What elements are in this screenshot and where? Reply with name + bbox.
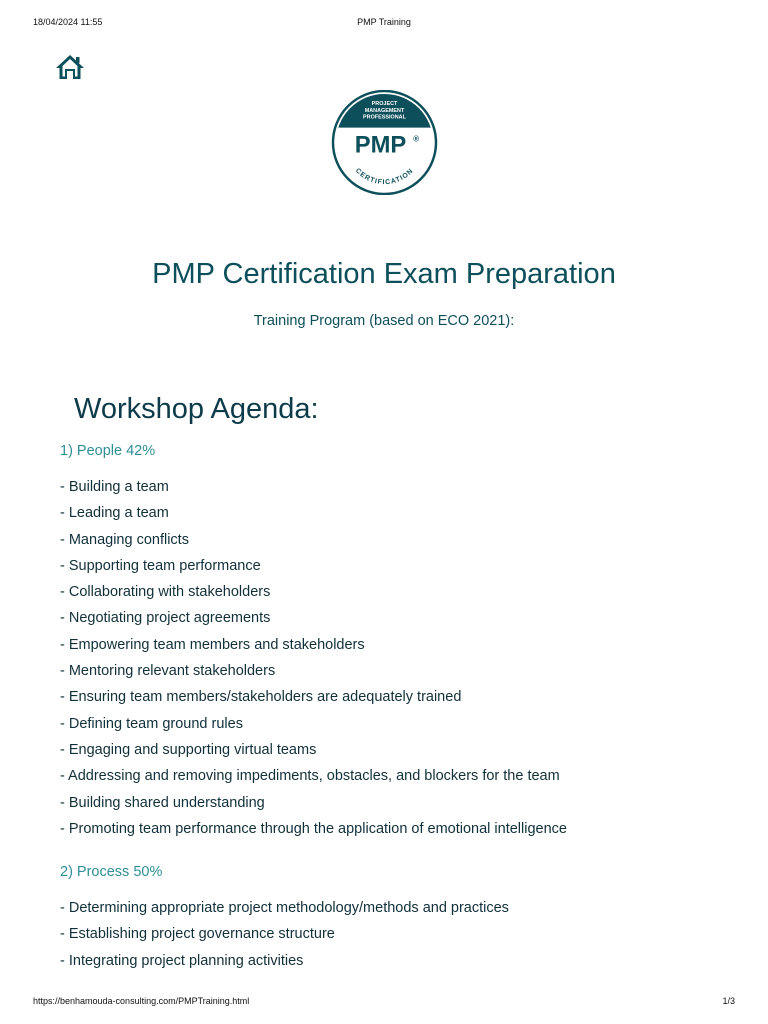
print-datetime: 18/04/2024 11:55	[33, 17, 103, 27]
section-heading: 2) Process 50%	[60, 864, 163, 880]
list-item: - Collaborating with stakeholders	[60, 584, 271, 601]
list-item: - Ensuring team members/stakeholders are adequately trained	[60, 689, 462, 706]
list-item: - Engaging and supporting virtual teams	[60, 741, 317, 758]
agenda-title: Workshop Agenda:	[74, 393, 319, 425]
agenda-section-people	[60, 439, 748, 842]
print-url: https://benhamouda-consulting.com/PMPTraining.html	[33, 996, 250, 1006]
list-item: - Supporting team performance	[60, 557, 261, 574]
print-page-number: 1/3	[722, 996, 735, 1006]
print-header	[0, 17, 768, 29]
agenda-section-process	[60, 860, 748, 974]
page-subtitle: Training Program (based on ECO 2021):	[253, 313, 515, 329]
logo-line2: MANAGEMENT	[364, 107, 405, 114]
page-title: PMP Certification Exam Preparation	[152, 258, 616, 290]
list-item: - Determining appropriate project methodology/methods and practices	[60, 900, 509, 916]
section-heading: 1) People 42%	[60, 443, 156, 459]
logo-acronym: PMP	[354, 131, 407, 159]
agenda-item-list	[60, 895, 748, 974]
list-item: - Negotiating project agreements	[60, 610, 271, 627]
print-footer	[0, 996, 768, 1008]
agenda-item-list	[60, 474, 748, 842]
logo-registered-mark: ®	[413, 134, 420, 144]
home-icon[interactable]	[55, 54, 85, 80]
list-item: - Empowering team members and stakeholders	[60, 636, 365, 653]
list-item: - Leading a team	[60, 505, 169, 522]
list-item: - Defining team ground rules	[60, 715, 243, 732]
list-item: - Managing conflicts	[60, 531, 189, 548]
pmp-certification-logo	[330, 90, 439, 195]
list-item: - Promoting team performance through the application of emotional intelligence	[60, 820, 567, 837]
list-item: - Mentoring relevant stakeholders	[60, 663, 276, 680]
logo-line3: PROFESSIONAL	[363, 114, 406, 121]
list-item: - Integrating project planning activities	[60, 952, 304, 969]
print-page-title: PMP Training	[357, 17, 411, 27]
list-item: - Establishing project governance structure	[60, 926, 335, 943]
list-item: - Building a team	[60, 479, 169, 495]
logo-ring-text: CERTIFICATION	[353, 167, 416, 187]
list-item: - Building shared understanding	[60, 794, 265, 811]
list-item: - Addressing and removing impediments, obstacles, and blockers for the team	[60, 768, 560, 785]
logo-line1: PROJECT	[371, 100, 398, 107]
